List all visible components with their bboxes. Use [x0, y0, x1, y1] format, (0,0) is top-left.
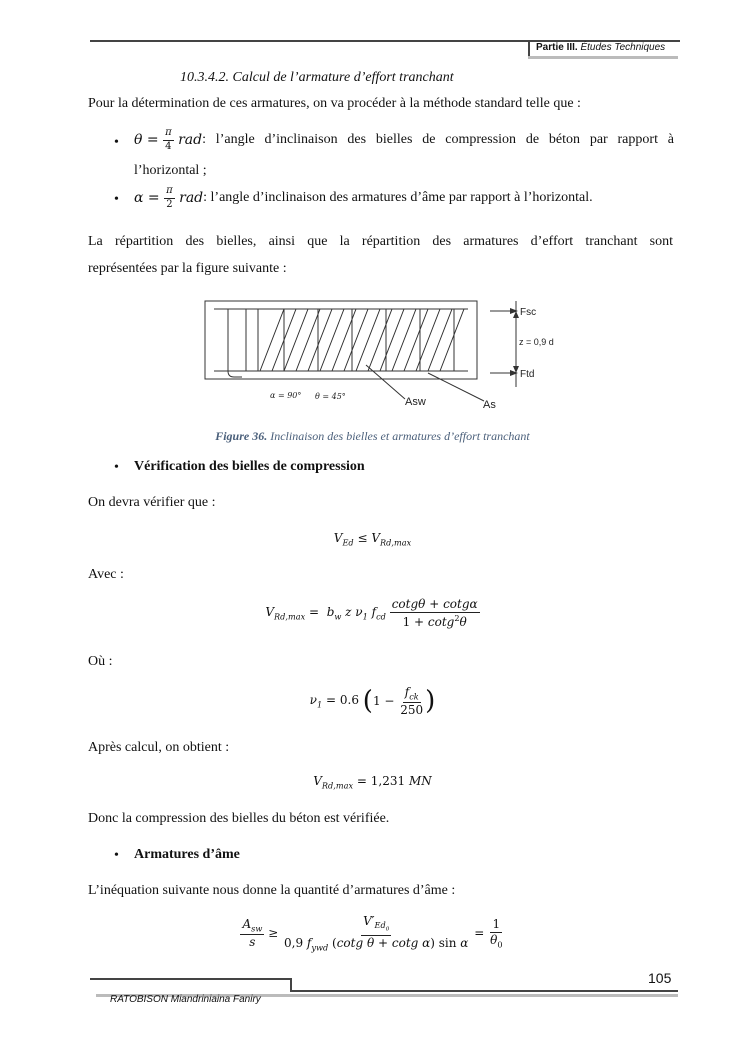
shear-reinforcement-figure — [200, 293, 570, 418]
bullet-dot: • — [114, 848, 119, 863]
bullet2-text: : l’angle d’inclinaison des armatures d’âme par rapport à l’horizontal. — [203, 190, 593, 205]
text-apres-calcul: Après calcul, on obtient : — [88, 740, 230, 755]
label-asw: Asw — [405, 396, 426, 408]
caption-label: Figure 36. — [215, 429, 268, 443]
figure-caption — [0, 429, 745, 444]
heading-armatures: Armatures d’âme — [134, 847, 240, 862]
as-leader — [428, 373, 484, 401]
result-unit: MN — [408, 774, 432, 788]
bullet1-line2: l’horizontal ; — [134, 163, 207, 178]
result-value: 1,231 — [370, 774, 406, 788]
theta-formula: θ = $\frac{\pi}{4}$ rad — [134, 127, 203, 152]
bullet-dot: • — [114, 192, 119, 207]
bullet-theta — [134, 128, 674, 152]
header-part: Partie III. — [536, 42, 578, 53]
equation-nu1: $\nu_1 = 0.6$ ( 1 − $\frac{f_{ck}}{250}$ ) — [309, 685, 436, 717]
label-z: z = 0,9 d — [519, 337, 554, 347]
para2-line2: représentées par la figure suivante : — [88, 261, 287, 276]
running-header — [536, 42, 665, 53]
end-hook — [228, 309, 242, 377]
subsection-title: 10.3.4.2. Calcul de l’armature d’effort tranchant — [180, 70, 454, 85]
bullet1-line1: : l’angle d’inclinaison des bielles de compression de béton par rapport à — [202, 132, 674, 147]
equation-ved-leq-vrd: $V_{Ed} \le V_{Rd,max}$ — [333, 531, 412, 548]
page-number: 105 — [648, 970, 672, 986]
text-avec: Avec : — [88, 567, 124, 582]
equation-vrd-max: $V_{Rd,max} = b_w$ z $\nu_1$ $f_{cd}$ $\frac{\cot g\theta + \cot g\alpha}{1 + \cot g^2\theta}$ — [265, 597, 478, 629]
text-on-devra-verifier: On devra vérifier que : — [88, 495, 216, 510]
bullet-dot: • — [114, 135, 119, 150]
bullet-dot: • — [114, 460, 119, 475]
footer-rule-right — [292, 990, 678, 992]
footer-author: RATOBISON Miandriniaina Faniry — [110, 994, 261, 1005]
header-tab-shadow — [528, 56, 678, 59]
label-as: As — [483, 399, 496, 411]
bullet-alpha — [134, 186, 593, 210]
label-theta: θ = 45° — [315, 392, 346, 401]
text-ou: Où : — [88, 654, 113, 669]
label-ftd: Ftd — [520, 369, 535, 380]
text-donc: Donc la compression des bielles du béton est vérifiée. — [88, 811, 390, 826]
para2-line1: La répartition des bielles, ainsi que la répartition des armatures d’effort tranchant sont — [88, 234, 673, 249]
heading-verification: Vérification des bielles de compression — [134, 459, 365, 474]
footer-tab — [90, 978, 292, 992]
label-alpha: α = 90° — [270, 391, 302, 400]
intro-paragraph: Pour la détermination de ces armatures, on va procéder à la méthode standard telle que : — [88, 96, 581, 111]
equation-result: $V_{Rd,max} = 1,231$ MN — [313, 774, 432, 791]
header-rule — [90, 40, 530, 42]
equation-asw: $\frac{A_{sw}}{s}$ ≥ $\frac{V'_{Ed_0}}{0,9 f_{ywd} (\cot g \theta + \cot g \alpha) \sin \alpha}$ = $\frac{1}{\theta_0}$ — [242, 914, 503, 953]
text-inequation: L’inéquation suivante nous donne la quantité d’armatures d’âme : — [88, 883, 456, 898]
header-section: Études Techniques — [580, 42, 666, 53]
caption-text: Inclinaison des bielles et armatures d’effort tranchant — [267, 429, 530, 443]
alpha-formula: α = $\frac{\pi}{2}$ rad — [134, 185, 204, 210]
label-fsc: Fsc — [520, 307, 537, 318]
